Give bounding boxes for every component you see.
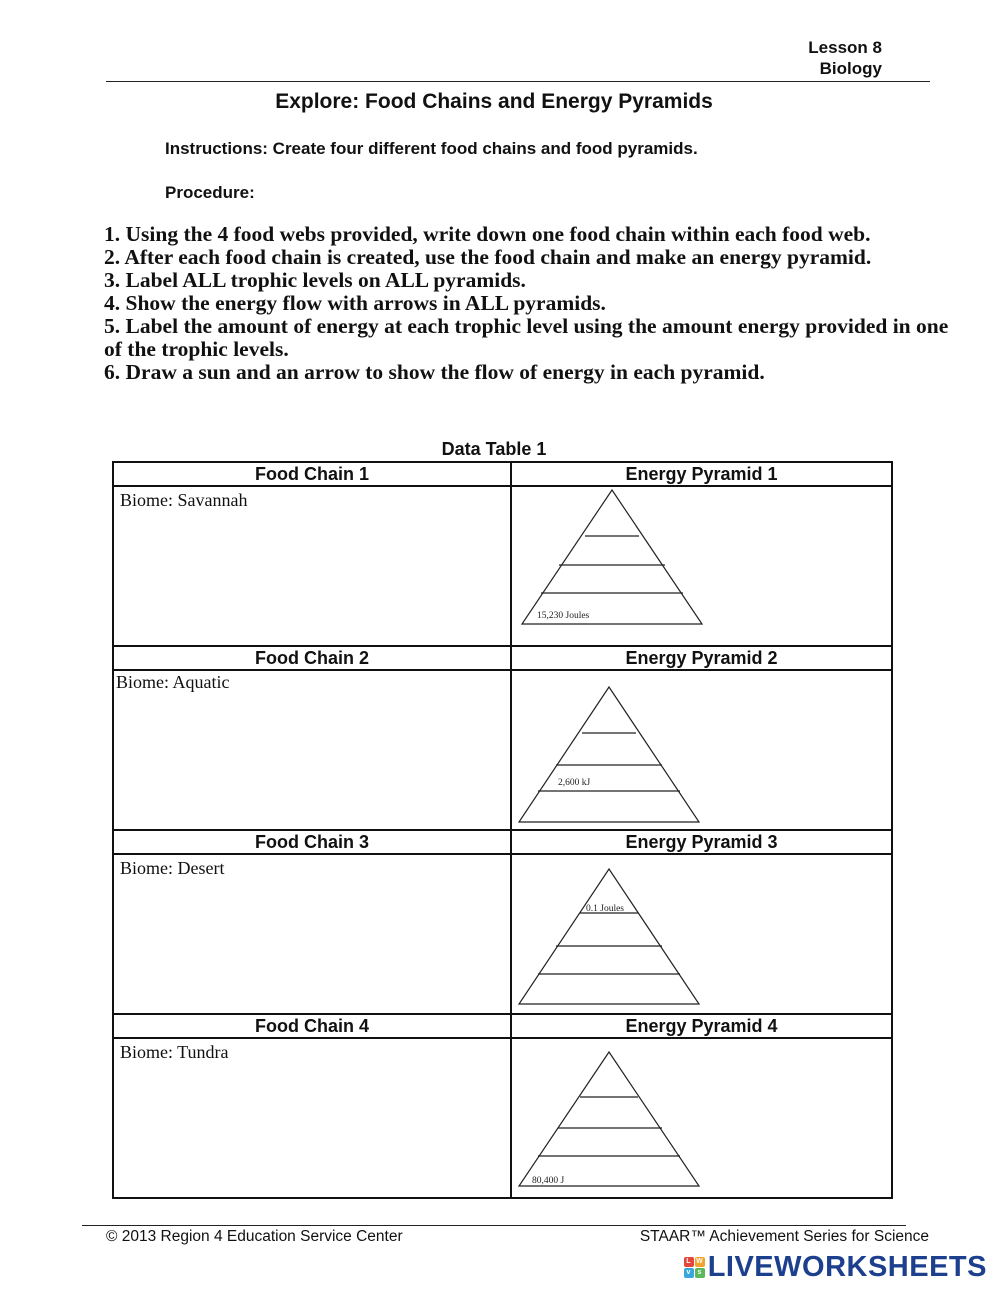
biome-label: Biome: Desert (120, 858, 225, 878)
energy-pyramid-2-header: Energy Pyramid 2 (511, 646, 892, 670)
energy-pyramid-4-cell[interactable] (511, 1038, 892, 1198)
liveworksheets-logo[interactable] (684, 1251, 987, 1284)
liveworksheets-logo-icon: L W v s (684, 1257, 705, 1278)
food-chain-2-cell[interactable] (113, 670, 511, 830)
biome-label: Biome: Tundra (120, 1042, 229, 1062)
table-caption: Data Table 1 (441, 439, 547, 459)
energy-pyramid-3-cell[interactable] (511, 854, 892, 1014)
biome-label: Biome: Savannah (120, 490, 248, 510)
food-chain-1-header: Food Chain 1 (113, 462, 511, 486)
step-6: 6. Draw a sun and an arrow to show the flow of energy in each pyramid. (104, 360, 765, 384)
step-3: 3. Label ALL trophic levels on ALL pyramids. (104, 268, 526, 292)
header-divider (106, 81, 930, 82)
energy-pyramid-3-header: Energy Pyramid 3 (511, 830, 892, 854)
lesson-number: Lesson 8 (808, 38, 882, 57)
pyramid-outline (519, 1052, 699, 1186)
footer-divider (82, 1225, 906, 1226)
step-1: 1. Using the 4 food webs provided, write down one food chain within each food web. (104, 222, 871, 246)
instructions-text: Instructions: Create four different food chains and food pyramids. (165, 139, 698, 158)
biome-label: Biome: Aquatic (116, 672, 230, 692)
food-chain-1-cell[interactable] (113, 486, 511, 646)
energy-pyramid-4-header: Energy Pyramid 4 (511, 1014, 892, 1038)
table-header-row (113, 830, 892, 854)
footer-copyright: © 2013 Region 4 Education Service Center (106, 1228, 403, 1245)
table-row (113, 1038, 892, 1198)
energy-pyramid-3-diagram (512, 855, 893, 1013)
energy-pyramid-2-cell[interactable] (511, 670, 892, 830)
food-chain-2-header: Food Chain 2 (113, 646, 511, 670)
procedure-label: Procedure: (165, 183, 255, 202)
footer-series: STAAR™ Achievement Series for Science (639, 1228, 929, 1245)
step-5: 5. Label the amount of energy at each trophic level using the amount energy provided in one of the trophic levels. (104, 314, 949, 361)
table-header-row (113, 462, 892, 486)
table-row (113, 670, 892, 830)
energy-label: 2,600 kJ (558, 778, 591, 788)
lesson-subject: Biology (819, 59, 882, 78)
table-header-row (113, 1014, 892, 1038)
step-4: 4. Show the energy flow with arrows in ALL pyramids. (104, 291, 606, 315)
food-chain-3-cell[interactable] (113, 854, 511, 1014)
data-table (112, 461, 893, 1199)
energy-label: 80,400 J (532, 1176, 565, 1186)
page-title: Explore: Food Chains and Energy Pyramids (275, 90, 713, 113)
food-chain-4-cell[interactable] (113, 1038, 511, 1198)
food-chain-3-header: Food Chain 3 (113, 830, 511, 854)
energy-pyramid-1-diagram (512, 487, 893, 645)
energy-pyramid-4-diagram (512, 1039, 893, 1197)
liveworksheets-wordmark: LIVEWORKSHEETS (707, 1251, 987, 1283)
energy-label: 15,230 Joules (537, 611, 590, 621)
pyramid-outline (522, 490, 702, 624)
food-chain-4-header: Food Chain 4 (113, 1014, 511, 1038)
pyramid-outline (519, 687, 699, 822)
procedure-steps (104, 223, 954, 384)
pyramid-outline (519, 869, 699, 1004)
table-row (113, 486, 892, 646)
table-header-row (113, 646, 892, 670)
table-row (113, 854, 892, 1014)
energy-pyramid-2-diagram (512, 671, 893, 829)
energy-pyramid-1-header: Energy Pyramid 1 (511, 462, 892, 486)
energy-label: 0.1 Joules (586, 904, 624, 914)
energy-pyramid-1-cell[interactable] (511, 486, 892, 646)
lesson-header (808, 37, 882, 79)
step-2: 2. After each food chain is created, use the food chain and make an energy pyramid. (104, 245, 872, 269)
